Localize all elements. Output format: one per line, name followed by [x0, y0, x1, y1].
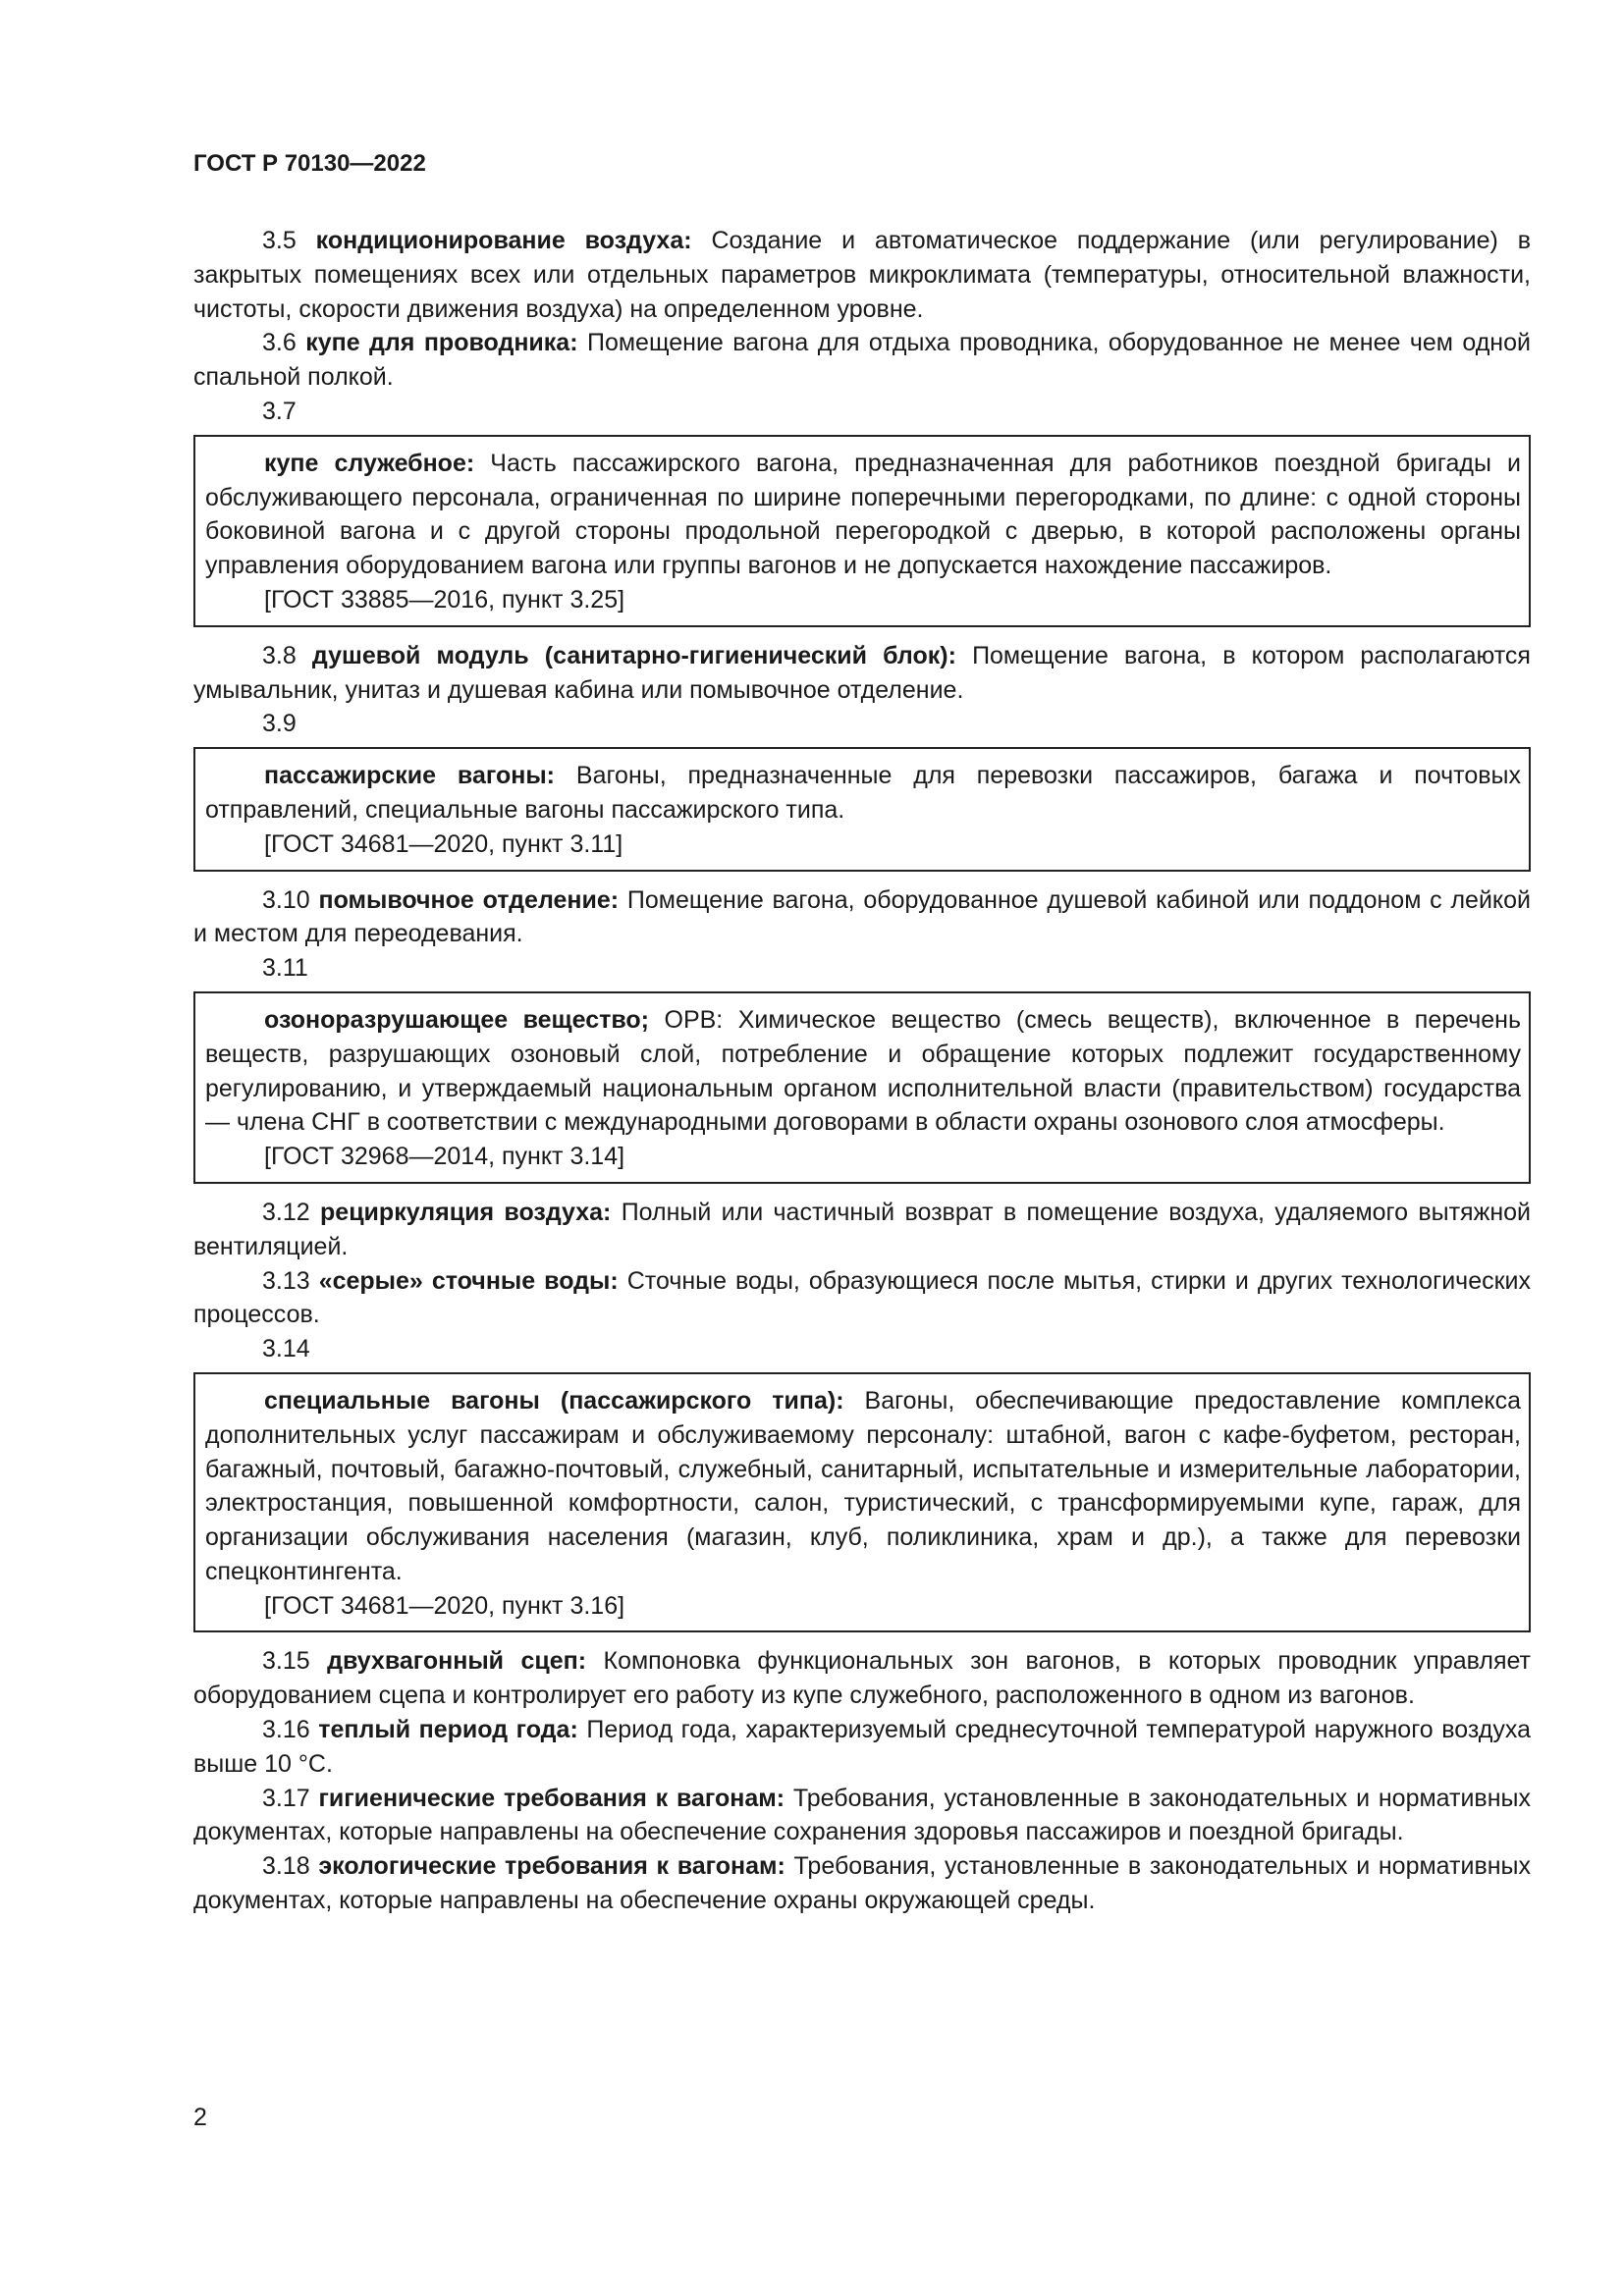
- document-content: [193, 224, 1531, 1918]
- entry-number: 3.9: [262, 710, 297, 738]
- definition-text: пассажирские вагоны: Вагоны, предназначенные для перевозки пассажиров, багажа и почтовых отправлений, специальные вагоны пассажирского типа.: [205, 762, 1522, 824]
- term: двухвагонный сцеп:: [327, 1647, 587, 1676]
- entry-number: 3.11: [262, 954, 308, 983]
- entry-3-12: 3.12 рециркуляция воздуха: Полный или частичный возврат в помещение воздуха, удаляемого вытяжной вентиляцией.: [193, 1198, 1531, 1260]
- entry-3-6: 3.6 купе для проводника: Помещение вагона для отдыха проводника, оборудованное не менее чем одной спальной полкой.: [193, 329, 1531, 392]
- term: душевой модуль (санитарно-гигиенический блок):: [311, 641, 956, 669]
- definition-source: [ГОСТ 34681—2020, пункт 3.16]: [264, 1591, 625, 1620]
- definition-text: специальные вагоны (пассажирского типа): Вагоны, обеспечивающие предоставление комплекса дополнительных услуг пассажирам и обслуживаемому персоналу: штабной, вагон с кафе-буфетом, ресторан, багажный, почтовый, багажно-почтовый, служебный, санитарный, испытательные и измерительные лаборатории, электростанция, повышенной комфортности, салон, туристический, с трансформируемыми купе, гараж, для организации обслуживания населения (магазин, клуб, поликлиника, храм и др.), а также для перевозки спецконтингента.: [205, 1386, 1521, 1585]
- document-header: ГОСТ Р 70130—2022: [193, 150, 426, 177]
- definition-box-3-11: [193, 991, 1531, 1184]
- entry-3-8: 3.8 душевой модуль (санитарно-гигиенический блок): Помещение вагона, в котором располагаются умывальник, унитаз и душевая кабина или помывочное отделение.: [193, 641, 1531, 704]
- document-page: [193, 0, 1531, 2296]
- definition-box-3-9: [193, 747, 1531, 871]
- definition-source: [ГОСТ 32968—2014, пункт 3.14]: [264, 1143, 625, 1171]
- entry-3-18: 3.18 экологические требования к вагонам: Требования, установленные в законодательных и нормативных документах, которые направлены на обеспечение охраны окружающей среды.: [193, 1852, 1531, 1915]
- entry-number: 3.7: [262, 397, 297, 425]
- definition-source: [ГОСТ 33885—2016, пункт 3.25]: [264, 585, 625, 614]
- entry-3-5: 3.5 кондиционирование воздуха: Создание и автоматическое поддержание (или регулирование) в закрытых помещениях всех или отдельных параметров микроклимата (температуры, относительной влажности, чистоты, скорости движения воздуха) на определенном уровне.: [193, 227, 1531, 323]
- term: помывочное отделение:: [318, 885, 620, 914]
- entry-3-16: 3.16 теплый период года: Период года, характеризуемый среднесуточной температурой наружного воздуха выше 10 °С.: [193, 1716, 1531, 1778]
- term: экологические требования к вагонам:: [318, 1852, 785, 1881]
- term: «серые» сточные воды:: [318, 1266, 619, 1295]
- entry-3-13: 3.13 «серые» сточные воды: Сточные воды, образующиеся после мытья, стирки и других технологических процессов.: [193, 1266, 1531, 1329]
- term: кондиционирование воздуха:: [315, 227, 692, 254]
- term: рециркуляция воздуха:: [320, 1198, 612, 1226]
- entry-3-17: 3.17 гигиенические требования к вагонам: Требования, установленные в законодательных и нормативных документах, которые направлены на обеспечение сохранения здоровья пассажиров и поездной бригады.: [193, 1784, 1531, 1846]
- entry-3-10: 3.10 помывочное отделение: Помещение вагона, оборудованное душевой кабиной или поддоном с лейкой и местом для переодевания.: [193, 885, 1532, 948]
- definition-box-3-14: [193, 1372, 1531, 1633]
- term: гигиенические требования к вагонам:: [318, 1784, 785, 1812]
- term: озоноразрушающее вещество;: [264, 1005, 650, 1034]
- term: теплый период года:: [318, 1716, 578, 1744]
- term: пассажирские вагоны:: [264, 762, 556, 790]
- definition-text: купе служебное: Часть пассажирского вагона, предназначенная для работников поездной бригады и обслуживающего персонала, ограниченная по ширине поперечными перегородками, по длине: с одной стороны боковиной вагона и с другой стороны продольной перегородкой с дверью, в которой расположены органы управления оборудованием вагона или группы вагонов и не допускается нахождение пассажиров.: [205, 449, 1521, 580]
- definition-source: [ГОСТ 34681—2020, пункт 3.11]: [264, 829, 623, 858]
- page-number: 2: [193, 2104, 207, 2131]
- term: купе служебное:: [264, 449, 475, 477]
- entry-number: 3.14: [262, 1335, 310, 1363]
- term: специальные вагоны (пассажирского типа):: [264, 1386, 844, 1415]
- definition-box-3-7: [193, 435, 1531, 627]
- term: купе для проводника:: [305, 329, 578, 357]
- definition-text: озоноразрушающее вещество; ОРВ: Химическое вещество (смесь веществ), включенное в перечень веществ, разрушающих озоновый слой, потребление и обращение которых подлежит государственному регулированию, и утверждаемый национальным органом исполнительной власти (правительством) государства — члена СНГ в соответствии с международными договорами в области охраны озонового слоя атмосферы.: [205, 1005, 1521, 1137]
- entry-3-15: 3.15 двухвагонный сцеп: Компоновка функциональных зон вагонов, в которых проводник управляет оборудованием сцепа и контролирует его работу из купе служебного, расположенного в одном из вагонов.: [193, 1647, 1532, 1710]
